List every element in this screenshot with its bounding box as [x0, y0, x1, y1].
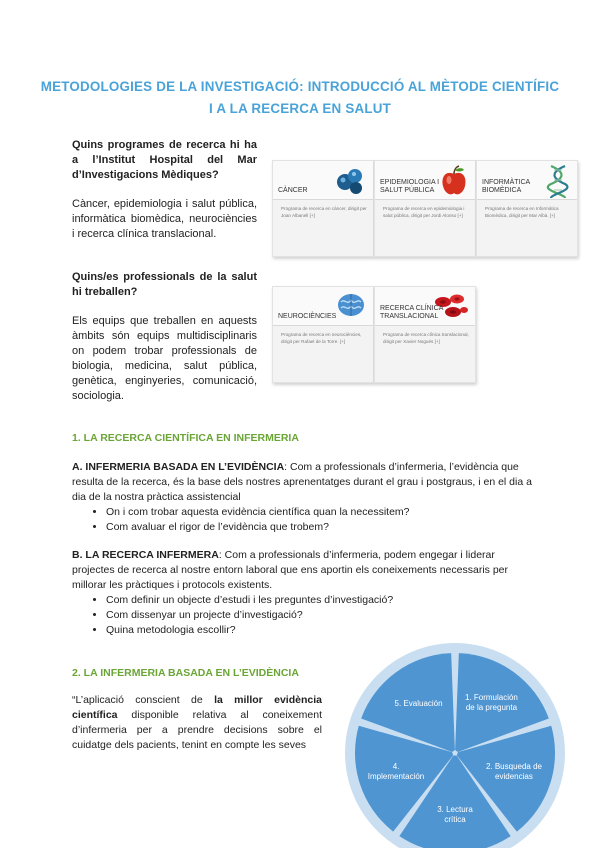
- question-programs: [72, 138, 257, 242]
- program-label: RECERCA CLÍNICA TRANSLACIONAL: [380, 305, 444, 320]
- program-card-cancer[interactable]: [272, 160, 374, 257]
- definition-quote: “L’aplicació conscient de la millor evidència científica disponible relativa al coneixement d’infermeria per a prendre decisions sobre el cuidatge dels pacients, tenint en compte les seves: [72, 694, 322, 751]
- question-answer: Càncer, epidemiologia i salut pública, informàtica biomèdica, neurociències i recerca clínica translacional.: [72, 198, 257, 240]
- cycle-step-label: 3. Lectura crítica: [437, 805, 473, 824]
- quote-emphasis: la millor evidència científica: [72, 694, 322, 721]
- paragraph-lead: B. LA RECERCA INFERMERA: [72, 549, 219, 561]
- list-item: • Com dissenyar un projecte d’investigació?: [106, 608, 393, 623]
- program-label: INFORMÀTICA BIOMÈDICA: [482, 179, 530, 194]
- section-heading-2: 2. LA INFERMERIA BASADA EN L’EVIDÈNCIA: [72, 667, 299, 679]
- bullet-list-research: [90, 593, 393, 638]
- cells-icon: [333, 164, 367, 198]
- title-line-1: METODOLOGIES DE LA INVESTIGACIÓ: INTRODUCCIÓ AL MÈTODE CIENTÍFIC: [40, 79, 560, 94]
- cycle-step-label: 5. Evaluación: [394, 698, 443, 708]
- paragraph-nursing-research: [72, 548, 532, 593]
- ebp-cycle-diagram: [340, 638, 570, 848]
- list-item: • On i com trobar aquesta evidència científica quan la necessitem?: [106, 505, 410, 520]
- cycle-step-label: 4. Implementación: [367, 762, 425, 782]
- program-description: Programa de recerca en epidemiologia i salut pública, dirigit per Jordi Alonso [+]: [383, 206, 465, 218]
- program-description: Programa de recerca en Informàtica Biomèdica, dirigit per Mar Albà. [+]: [485, 206, 559, 218]
- cycle-step-label: 2. Busqueda de evidencias: [485, 762, 542, 782]
- question-title: Quins/es professionals de la salut hi treballen?: [72, 271, 257, 298]
- program-card-translational-research[interactable]: [374, 286, 476, 383]
- paragraph-body: : Com a professionals d’infermeria, l’evidència que resulta de la recerca, és la base dels nostres aprenentatges durant el grau i postgraus, i en el dia a dia de la nostra pràctica assistencial: [72, 461, 532, 503]
- question-answer: Els equips que treballen en aquests àmbits són equips multidisciplinaris on podem trobar professionals de biologia, medicina, salut pública, genètica, enginyeries, comunicació, sociologia.: [72, 315, 257, 402]
- program-card-epidemiology[interactable]: [374, 160, 476, 257]
- paragraph-body: : Com a professionals d’infermeria, podem engegar i liderar projectes de recerca al nostre entorn laboral que ens aportin els coneixements necessaris per millorar les pràctiques i protocols existents.: [72, 549, 508, 591]
- program-label: EPIDEMIOLOGIA I SALUT PÚBLICA: [380, 179, 440, 194]
- cycle-step-label: 1. Formulación de la pregunta: [464, 692, 518, 712]
- section-heading-1: 1. LA RECERCA CIENTÍFICA EN INFERMERIA: [72, 432, 299, 444]
- program-description: Programa de recerca en neurociències, dirigit per Rafael de la Torre. [+]: [281, 332, 362, 344]
- program-card-neuroscience[interactable]: [272, 286, 374, 383]
- list-item: • Quina metodologia escollir?: [106, 623, 393, 638]
- list-item: • Com definir un objecte d’estudi i les preguntes d’investigació?: [106, 593, 393, 608]
- paragraph-evidence-based: [72, 460, 532, 505]
- question-professionals: [72, 270, 257, 404]
- program-card-biomedical-informatics[interactable]: [476, 160, 578, 257]
- program-description: Programa de recerca en càncer, dirigit per Joan Albanell [+]: [281, 206, 367, 218]
- paragraph-lead: A. INFERMERIA BASADA EN L’EVIDÈNCIA: [72, 461, 285, 473]
- question-title: Quins programes de recerca hi ha a l’Institut Hospital del Mar d’Investigacions Mèdiques?: [72, 139, 257, 181]
- bullet-list-evidence: [90, 505, 410, 535]
- program-label: CÀNCER: [278, 187, 308, 194]
- program-description: Programa de recerca clínica translacional, dirigit per Xavier Nogués [+]: [383, 332, 469, 344]
- list-item: • Com avaluar el rigor de l’evidència que trobem?: [106, 520, 410, 535]
- brain-icon: [335, 290, 367, 322]
- page-title: [40, 76, 560, 120]
- title-line-2: I A LA RECERCA EN SALUT: [209, 101, 391, 116]
- program-label: NEUROCIÈNCIES: [278, 313, 337, 320]
